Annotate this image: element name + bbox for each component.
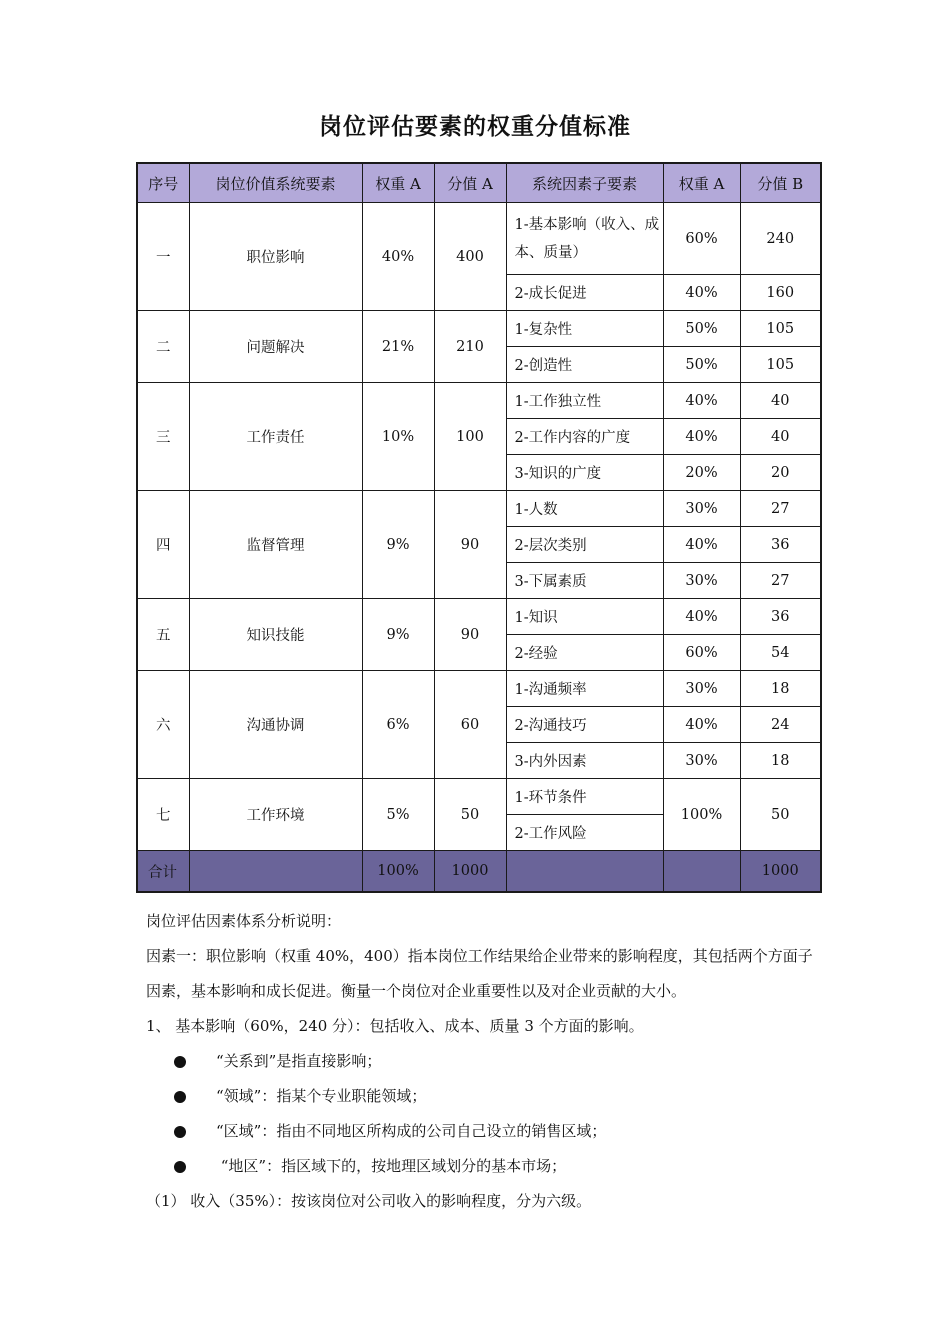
sub-factor-score: 50 — [740, 779, 821, 851]
group-no: 六 — [137, 671, 189, 779]
sub-factor-weight: 40% — [663, 527, 740, 563]
group-score: 210 — [434, 311, 506, 383]
sub-factor-weight: 50% — [663, 311, 740, 347]
sub-factor-weight: 30% — [663, 491, 740, 527]
header-cell: 分值 A — [434, 163, 506, 203]
table-row — [137, 311, 821, 347]
sub-factor-name: 2-层次类别 — [506, 527, 663, 563]
bullet-text: “区域”：指由不同地区所构成的公司自己设立的销售区域； — [216, 1122, 607, 1140]
group-weight: 6% — [362, 671, 434, 779]
table-header-row — [137, 163, 821, 203]
header-cell: 岗位价值系统要素 — [189, 163, 362, 203]
group-no: 四 — [137, 491, 189, 599]
total-score-b: 1000 — [740, 851, 821, 893]
bullet-item — [146, 1079, 826, 1114]
sub-factor-score: 36 — [740, 599, 821, 635]
total-empty — [506, 851, 663, 893]
sub-factor-score: 40 — [740, 419, 821, 455]
total-row — [137, 851, 821, 893]
sub-factor-score: 18 — [740, 671, 821, 707]
group-score: 100 — [434, 383, 506, 491]
sub-factor-name: 1-沟通频率 — [506, 671, 663, 707]
sub-factor-score: 27 — [740, 563, 821, 599]
header-cell: 系统因素子要素 — [506, 163, 663, 203]
weight-table — [136, 162, 822, 893]
sub-factor-name: 2-创造性 — [506, 347, 663, 383]
notes-section — [146, 904, 826, 1219]
table-row — [137, 203, 821, 275]
table-row — [137, 383, 821, 419]
bullet-item — [146, 1044, 826, 1079]
sub-factor-score: 20 — [740, 455, 821, 491]
total-empty — [663, 851, 740, 893]
total-empty — [189, 851, 362, 893]
sub-factor-score: 18 — [740, 743, 821, 779]
sub-factor-score: 36 — [740, 527, 821, 563]
table-row — [137, 491, 821, 527]
sub-factor-name: 1-工作独立性 — [506, 383, 663, 419]
sub-factor-weight: 40% — [663, 383, 740, 419]
sub-factor-weight: 60% — [663, 203, 740, 275]
sub-factor-name: 3-知识的广度 — [506, 455, 663, 491]
group-weight: 40% — [362, 203, 434, 311]
group-name: 职位影响 — [189, 203, 362, 311]
sub-factor-score: 54 — [740, 635, 821, 671]
sub-factor-name: 2-经验 — [506, 635, 663, 671]
sub-factor-score: 24 — [740, 707, 821, 743]
group-score: 60 — [434, 671, 506, 779]
sub-factor-name: 2-沟通技巧 — [506, 707, 663, 743]
group-name: 工作环境 — [189, 779, 362, 851]
header-cell: 分值 B — [740, 163, 821, 203]
group-weight: 10% — [362, 383, 434, 491]
sub-factor-score: 105 — [740, 347, 821, 383]
notes-heading: 岗位评估因素体系分析说明： — [146, 912, 342, 930]
sub-factor-name: 2-工作风险 — [506, 815, 663, 851]
group-name: 沟通协调 — [189, 671, 362, 779]
table-row — [137, 779, 821, 815]
sub-factor-weight: 40% — [663, 599, 740, 635]
sub-factor-weight: 40% — [663, 275, 740, 311]
bullet-text: “领域”：指某个专业职能领域； — [216, 1087, 427, 1105]
sub-factor-name: 3-下属素质 — [506, 563, 663, 599]
sub-factor-weight: 40% — [663, 419, 740, 455]
group-name: 监督管理 — [189, 491, 362, 599]
sub-factor-weight: 30% — [663, 743, 740, 779]
sub-factor-name: 2-工作内容的广度 — [506, 419, 663, 455]
sub-factor-weight: 40% — [663, 707, 740, 743]
sub-factor-weight: 30% — [663, 563, 740, 599]
bullet-icon — [174, 1056, 186, 1068]
group-score: 90 — [434, 599, 506, 671]
sub-factor-score: 40 — [740, 383, 821, 419]
sub-factor-weight: 50% — [663, 347, 740, 383]
factor-paragraph: 因素一：职位影响（权重 40%，400）指本岗位工作结果给企业带来的影响程度，其包括两个方面子因素，基本影响和成长促进。衡量一个岗位对企业重要性以及对企业贡献的大小。 — [146, 947, 813, 1000]
bullet-text: “地区”：指区域下的，按地理区域划分的基本市场； — [216, 1157, 567, 1175]
page-title: 岗位评估要素的权重分值标准 — [319, 114, 631, 140]
level-paragraph: （1） 收入（35%）：按该岗位对公司收入的影响程度，分为六级。 — [146, 1192, 592, 1210]
bullet-item — [146, 1149, 826, 1184]
sub-factor-score: 240 — [740, 203, 821, 275]
sub-factor-name: 1-人数 — [506, 491, 663, 527]
group-no: 一 — [137, 203, 189, 311]
group-no: 三 — [137, 383, 189, 491]
bullet-item — [146, 1114, 826, 1149]
table-row — [137, 599, 821, 635]
group-score: 400 — [434, 203, 506, 311]
bullet-icon — [174, 1126, 186, 1138]
bullet-text: “关系到”是指直接影响； — [216, 1052, 382, 1070]
group-score: 90 — [434, 491, 506, 599]
group-weight: 9% — [362, 599, 434, 671]
sub-factor-weight: 60% — [663, 635, 740, 671]
group-weight: 21% — [362, 311, 434, 383]
sub-factor-score: 160 — [740, 275, 821, 311]
group-name: 知识技能 — [189, 599, 362, 671]
sub-factor-name: 3-内外因素 — [506, 743, 663, 779]
sub-factor-name: 1-知识 — [506, 599, 663, 635]
total-weight: 100% — [362, 851, 434, 893]
total-label: 合计 — [137, 851, 189, 893]
header-cell: 序号 — [137, 163, 189, 203]
bullet-icon — [174, 1091, 186, 1103]
table-row — [137, 671, 821, 707]
header-cell: 权重 A — [663, 163, 740, 203]
group-no: 五 — [137, 599, 189, 671]
header-cell: 权重 A — [362, 163, 434, 203]
sub-factor-score: 27 — [740, 491, 821, 527]
total-score-a: 1000 — [434, 851, 506, 893]
bullet-icon — [174, 1161, 186, 1173]
group-name: 问题解决 — [189, 311, 362, 383]
sub-factor-name: 1-环节条件 — [506, 779, 663, 815]
group-score: 50 — [434, 779, 506, 851]
sub-factor-name: 1-基本影响（收入、成本、质量） — [506, 203, 663, 275]
sub-factor-name: 2-成长促进 — [506, 275, 663, 311]
group-weight: 9% — [362, 491, 434, 599]
sub-factor-weight: 100% — [663, 779, 740, 851]
group-weight: 5% — [362, 779, 434, 851]
group-no: 二 — [137, 311, 189, 383]
group-name: 工作责任 — [189, 383, 362, 491]
sub-factor-weight: 30% — [663, 671, 740, 707]
item-paragraph: 1、 基本影响（60%，240 分）：包括收入、成本、质量 3 个方面的影响。 — [146, 1017, 644, 1035]
sub-factor-score: 105 — [740, 311, 821, 347]
group-no: 七 — [137, 779, 189, 851]
sub-factor-weight: 20% — [663, 455, 740, 491]
sub-factor-name: 1-复杂性 — [506, 311, 663, 347]
